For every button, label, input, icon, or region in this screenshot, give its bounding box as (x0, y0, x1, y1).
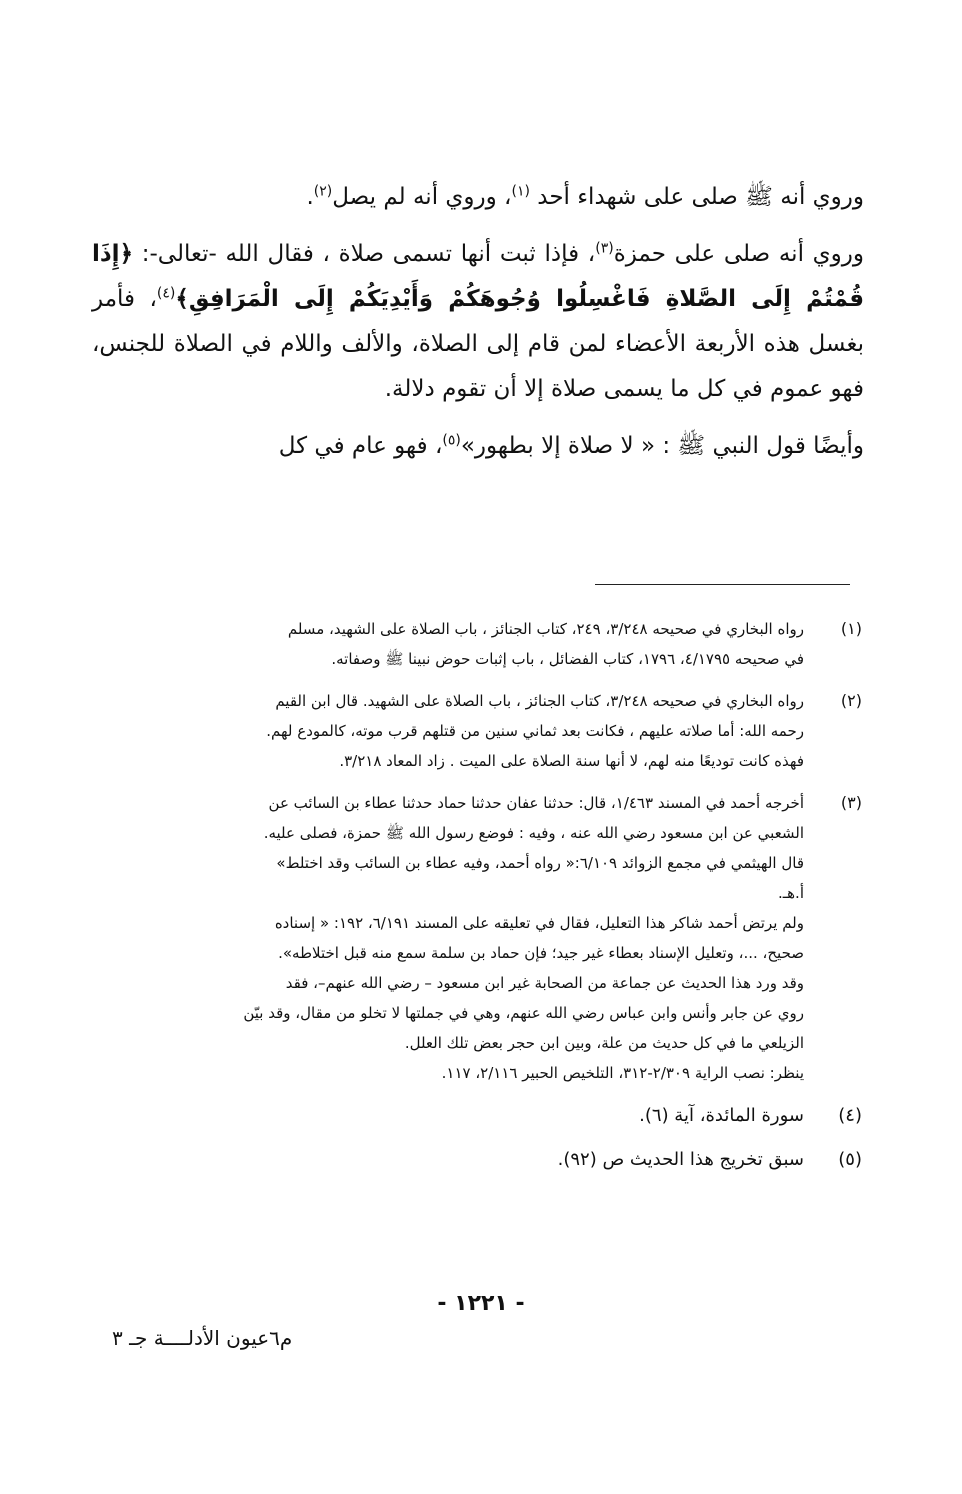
footnote-1 (100, 614, 862, 674)
footnote-line: الزيلعي ما في كل حديث من علة، وبين ابن حجر بعض تلك العلل. (404, 1034, 804, 1052)
quran-verse: ﴿إِذَا قُمْتُمْ إِلَى الصَّلاةِ فَاغْسِلُوا وُجُوهَكُمْ وَأَيْدِيَكُمْ إِلَى الْمَرَافِقِ﴾ (92, 241, 865, 312)
page-number: - ١٢٢١ - (437, 1291, 525, 1316)
p1-mid-text: ، وروي أنه لم يصل (332, 184, 512, 210)
p2-end-text: ، فأمر بغسل هذه الأربعة الأعضاء لمن قام إلى الصلاة، والألف واللام في الصلاة للجنس، فهو عموم في كل ما يسمى صلاة إلا أن تقوم دلالة. (92, 286, 864, 402)
footnote-line: قال الهيثمي في مجمع الزوائد ٦/١٠٩:« رواه أحمد، وفيه عطاء بن السائب وقد اختلط» (276, 854, 804, 872)
footnote-line: رواه البخاري في صحيحه ٣/٢٤٨، ٢٤٩، كتاب الجنائز ، باب الصلاة على الشهيد، مسلم (287, 620, 804, 638)
footnote-line: ولم يرتض أحمد شاكر هذا التعليل، فقال في تعليقه على المسند ٦/١٩١، ١٩٢: « إسناده (274, 914, 804, 932)
footnote-2 (100, 686, 862, 776)
footnote-line: فهذه كانت توديعًا منه لهم، لا أنها سنة الصلاة على الميت . زاد المعاد ٣/٢١٨. (339, 752, 804, 770)
main-text (92, 175, 864, 481)
p2-start-text: وروي أنه صلى على حمزة (613, 241, 864, 267)
footnote-4 (100, 1100, 862, 1132)
footnote-number: (١) (840, 619, 862, 638)
footnote-body (100, 686, 804, 776)
paragraph-1 (92, 175, 864, 220)
footnote-line: صحيح، ...، وتعليل الإسناد بعطاء غير جيد؛ فإن حماد بن سلمة سمع منه قبل اختلاطه». (278, 944, 804, 962)
footnote-number: (٥) (838, 1149, 862, 1170)
footnote-line: وقد ورد هذا الحديث عن جماعة من الصحابة غير ابن مسعود – رضي الله عنهم–، فقد (285, 974, 804, 992)
footnotes (100, 614, 862, 1188)
footnote-ref-5[interactable]: (٥) (442, 432, 461, 449)
footnote-line: رحمه الله: أما صلاته عليهم ، فكانت بعد ثماني سنين من قتلهم قرب موته، كالمودع لهم. (266, 722, 804, 740)
footnote-line: في صحيحه ٤/١٧٩٥، ١٧٩٦، كتاب الفضائل ، باب إثبات حوض نبينا ﷺ وصفاته. (331, 650, 804, 668)
footnote-body (100, 1100, 804, 1132)
footnote-ref-1[interactable]: (١) (511, 183, 530, 200)
footnote-ref-4[interactable]: (٤) (156, 285, 176, 302)
footnote-line: سبق تخريج هذا الحديث ص (٩٢). (557, 1149, 804, 1170)
footnote-line: أخرجه أحمد في المسند ١/٤٦٣، قال: حدثنا عفان حدثنا حماد حدثنا عطاء بن السائب عن (268, 794, 804, 812)
footnote-body (100, 614, 804, 674)
footnote-line: رواه البخاري في صحيحه ٣/٢٤٨، كتاب الجنائز ، باب الصلاة على الشهيد. قال ابن القيم (275, 692, 804, 710)
p2-mid-text: ، فإذا ثبت أنها تسمى صلاة ، فقال الله -تعالى-: (133, 241, 596, 267)
p3-start-text: وأيضًا قول النبي ﷺ : « لا صلاة إلا بطهور» (460, 433, 864, 459)
p1-text: وروي أنه ﷺ صلى على شهداء أحد (529, 184, 864, 210)
footnote-ref-3[interactable]: (٣) (595, 240, 614, 257)
book-signature: م٦عيون الأدلــــة جـ ٣ (112, 1326, 293, 1350)
p3-end-text: ، فهو عام في كل (278, 433, 443, 459)
footnote-5 (100, 1144, 862, 1176)
footnote-line: الشعبي عن ابن مسعود رضي الله عنه ، وفيه : فوضع رسول الله ﷺ حمزة، فصلى عليه. (263, 824, 804, 842)
footnote-line: أ.هـ. (777, 884, 804, 902)
footnote-3 (100, 788, 862, 1088)
paragraph-2 (92, 232, 864, 412)
p1-end-text: . (306, 184, 314, 210)
footnote-divider (595, 584, 850, 585)
footnote-number: (٤) (838, 1105, 862, 1126)
paragraph-3 (92, 424, 864, 469)
footnote-ref-2[interactable]: (٢) (313, 183, 333, 200)
footnote-number: (٢) (840, 691, 862, 710)
footnote-body (100, 1144, 804, 1176)
footnote-number: (٣) (840, 793, 862, 812)
footnote-line: روي عن جابر وأنس وابن عباس رضي الله عنهم، وهي في جملتها لا تخلو من مقال، وقد بيّن (243, 1004, 804, 1022)
footnote-line: ينظر: نصب الراية ٢/٣٠٩-٣١٢، التلخيص الحبير ٢/١١٦، ١١٧. (441, 1064, 804, 1082)
footnote-body (100, 788, 804, 1088)
footnote-line: سورة المائدة، آية (٦). (639, 1105, 804, 1126)
